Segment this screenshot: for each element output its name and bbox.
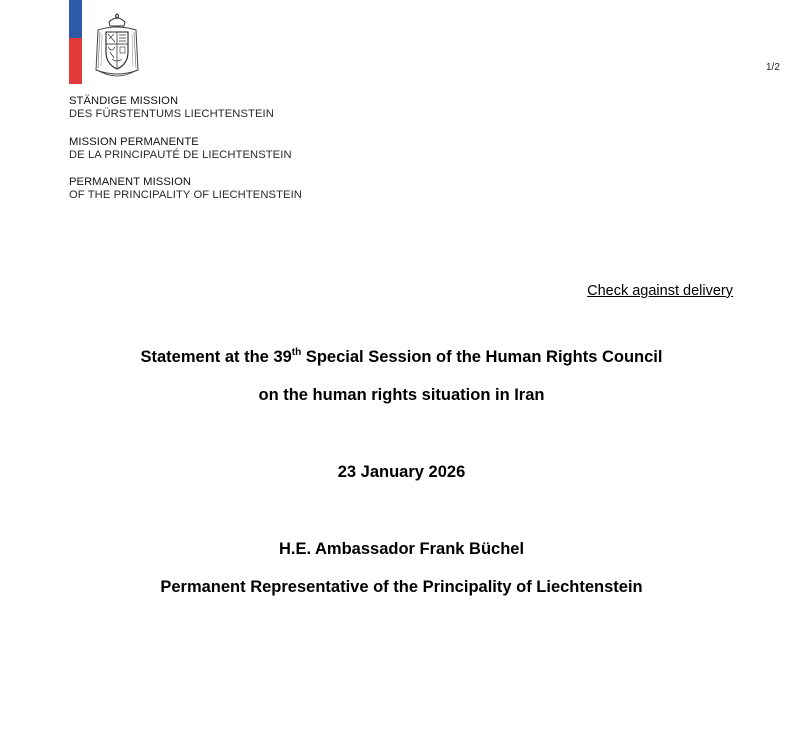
- mission-german: [69, 95, 274, 121]
- statement-title-post: Special Session of the Human Rights Council: [301, 348, 663, 366]
- statement-title-line1: [0, 348, 803, 367]
- mission-german-line2: DES FÜRSTENTUMS LIECHTENSTEIN: [69, 108, 274, 120]
- mission-german-line1: STÄNDIGE MISSION: [69, 95, 179, 107]
- speaker-name: H.E. Ambassador Frank Büchel: [278, 540, 525, 558]
- page-number: 1/2: [766, 62, 780, 73]
- coat-of-arms-icon: [92, 12, 142, 86]
- statement-title-line2: on the human rights situation in Iran: [258, 386, 545, 404]
- statement-title-sup: th: [291, 347, 302, 358]
- check-against-delivery-note: Check against delivery: [587, 283, 733, 299]
- statement-date: 23 January 2026: [337, 463, 466, 481]
- mission-english-line1: PERMANENT MISSION: [69, 176, 192, 188]
- flag-blue-band: [69, 0, 82, 38]
- flag-red-band: [69, 38, 82, 84]
- statement-title-pre: Statement at the 39: [140, 348, 292, 366]
- mission-english: [69, 176, 302, 202]
- mission-french: [69, 136, 292, 162]
- speaker-title: Permanent Representative of the Principality of Liechtenstein: [160, 578, 643, 596]
- mission-french-line1: MISSION PERMANENTE: [69, 136, 199, 148]
- mission-french-line2: DE LA PRINCIPAUTÉ DE LIECHTENSTEIN: [69, 149, 292, 161]
- flag-stripe: [69, 0, 82, 84]
- mission-english-line2: OF THE PRINCIPALITY OF LIECHTENSTEIN: [69, 189, 302, 201]
